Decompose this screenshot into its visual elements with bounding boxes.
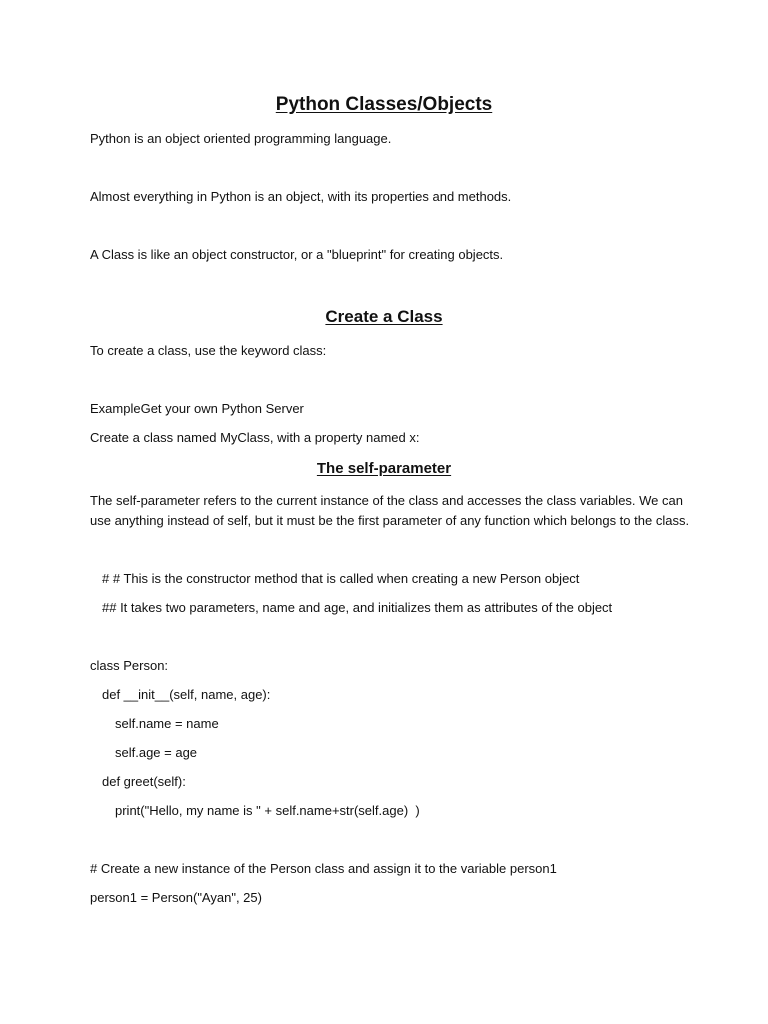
- create-class-instruction: To create a class, use the keyword class:: [90, 343, 327, 358]
- example-label: ExampleGet your own Python Server: [90, 401, 304, 416]
- code-init-definition: def __init__(self, name, age):: [102, 687, 271, 702]
- self-parameter-heading: The self-parameter: [316, 460, 452, 477]
- intro-line-2: Almost everything in Python is an object, with its properties and methods.: [90, 189, 512, 204]
- page-title: Python Classes/Objects: [275, 94, 493, 115]
- self-parameter-description: The self-parameter refers to the current instance of the class and accesses the class variables. We can use anything instead of self, but it must be the first parameter of any function which belongs to the class.: [90, 493, 690, 528]
- code-assign-name: self.name = name: [115, 716, 219, 731]
- example-description: Create a class named MyClass, with a property named x:: [90, 430, 420, 445]
- code-instance-creation: person1 = Person("Ayan", 25): [90, 890, 262, 905]
- intro-line-3: A Class is like an object constructor, or a "blueprint" for creating objects.: [90, 247, 504, 262]
- code-comment-constructor: # # This is the constructor method that is called when creating a new Person object: [102, 571, 580, 586]
- code-class-definition: class Person:: [90, 658, 169, 673]
- code-comment-instance: # Create a new instance of the Person class and assign it to the variable person1: [90, 861, 557, 876]
- code-assign-age: self.age = age: [115, 745, 198, 760]
- code-greet-definition: def greet(self):: [102, 774, 186, 789]
- code-comment-parameters: ## It takes two parameters, name and age, and initializes them as attributes of the object: [102, 600, 613, 615]
- intro-line-1: Python is an object oriented programming language.: [90, 131, 392, 146]
- create-class-heading: Create a Class: [325, 307, 443, 326]
- code-print-statement: print("Hello, my name is " + self.name+str(self.age) ): [115, 803, 420, 818]
